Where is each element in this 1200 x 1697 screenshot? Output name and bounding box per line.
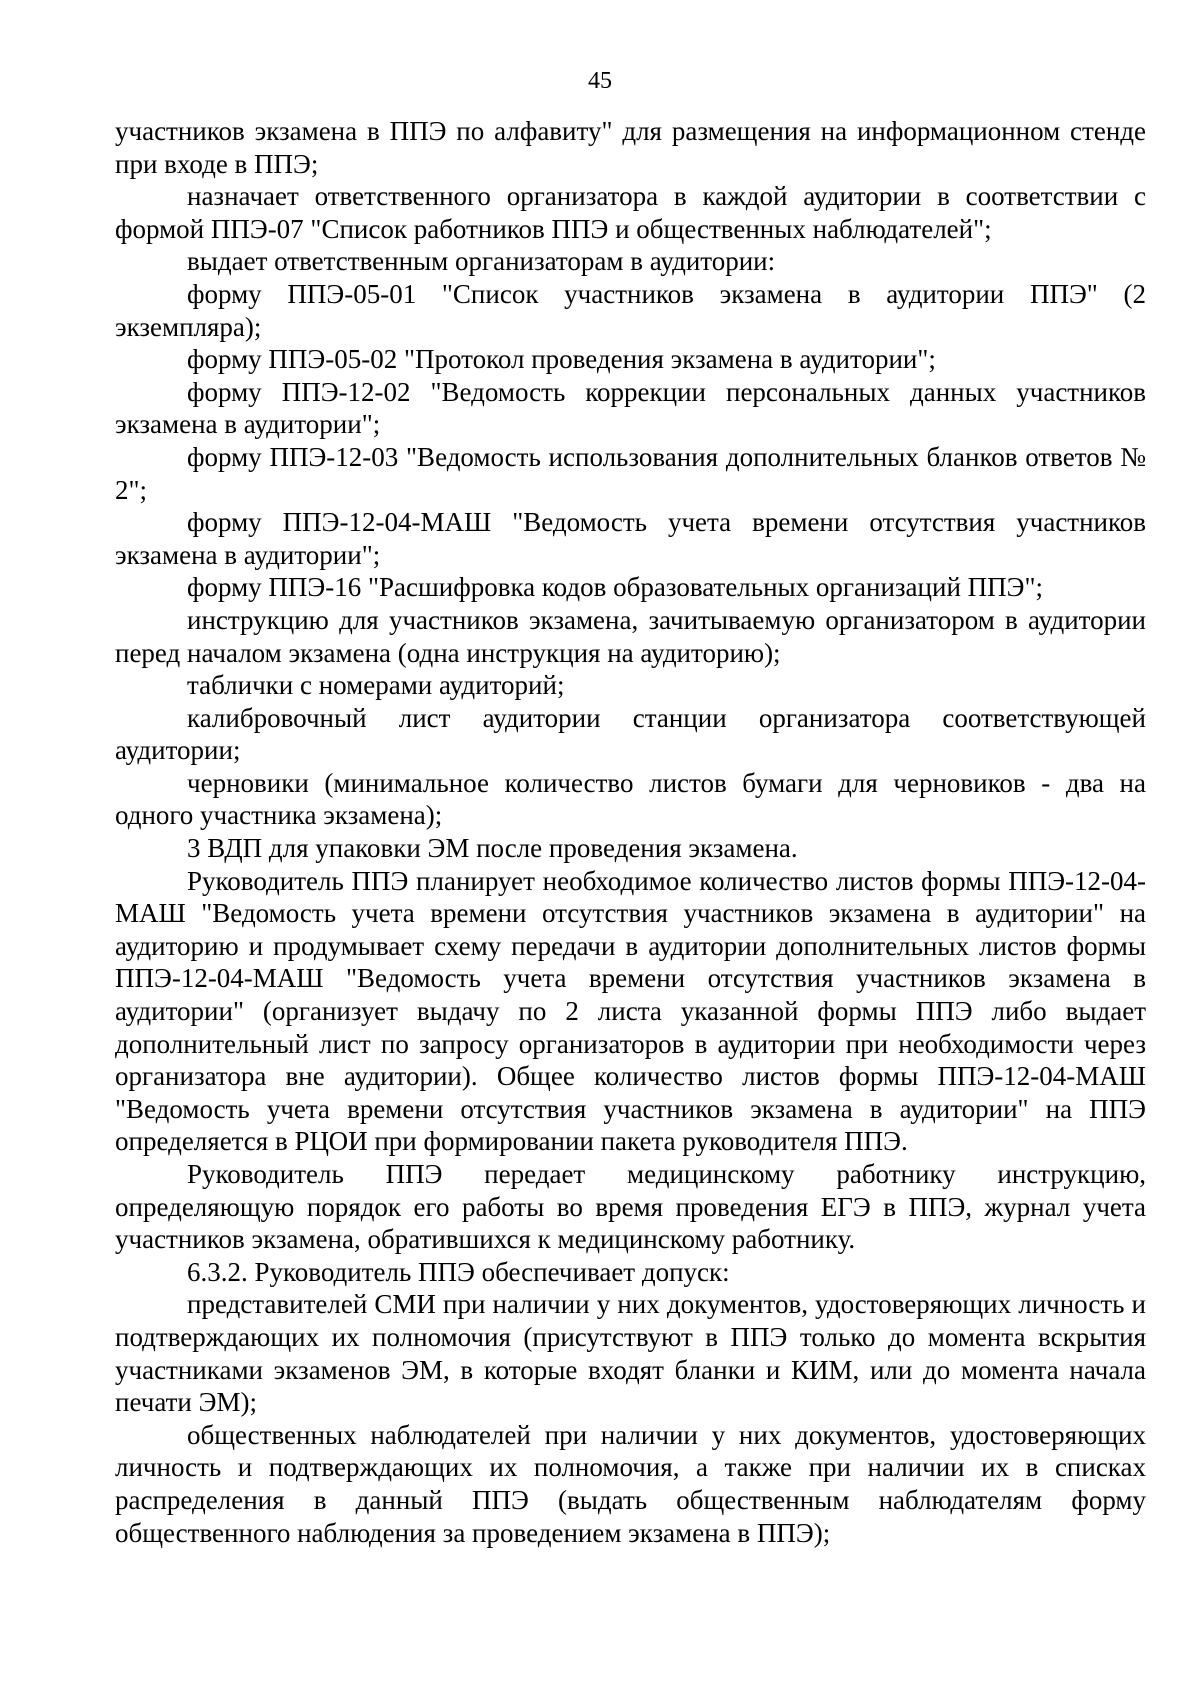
list-item-form-ppe-05-01: форму ППЭ-05-01 "Список участников экзамена в аудитории ППЭ" (2 экземпляра); bbox=[115, 278, 1146, 342]
list-item-public-observers: общественных наблюдателей при наличии у них документов, удостоверяющих личность и подтверждающих их полномочия, а также при наличии их в списках распределения в данный ППЭ (выдать общественным наблюдателям форму общественного наблюдения за проведением экзамена в ППЭ); bbox=[115, 1419, 1146, 1548]
paragraph-assign-responsible-organizer: назначает ответственного организатора в каждой аудитории в соответствии с формой ППЭ-07 "Список работников ППЭ и общественных наблюдателей"; bbox=[115, 181, 1146, 244]
paragraph-head-plans-forms: Руководитель ППЭ планирует необходимое количество листов формы ППЭ-12-04-МАШ "Ведомость учета времени отсутствия участников экзамена в аудитории" на аудиторию и продумывает схему передачи в аудитории дополнительных листов формы ППЭ-12-04-МАШ "Ведомость учета времени отсутствия участников экзамена в аудитории" (организует выдачу по 2 листа указанной формы ППЭ либо выдает дополнительный лист по запросу организаторов в аудитории при необходимости через организатора вне аудитории). Общее количество листов формы ППЭ-12-04-МАШ "Ведомость учета времени отсутствия участников экзамена в аудитории" на ППЭ определяется в РЦОИ при формировании пакета руководителя ППЭ. bbox=[115, 865, 1146, 1157]
list-item-form-ppe-05-02: форму ППЭ-05-02 "Протокол проведения экзамена в аудитории"; bbox=[187, 344, 936, 375]
list-item-form-ppe-16: форму ППЭ-16 "Расшифровка кодов образовательных организаций ППЭ"; bbox=[187, 572, 1043, 603]
list-item-media-representatives: представителей СМИ при наличии у них документов, удостоверяющих личность и подтверждающих их полномочия (присутствуют в ППЭ только до момента вскрытия участниками экзаменов ЭМ, в которые входят бланки и КИМ, или до момента начала печати ЭМ); bbox=[115, 1289, 1146, 1418]
paragraph-head-medical-worker: Руководитель ППЭ передает медицинскому работнику инструкцию, определяющую порядок его работы во время проведения ЕГЭ в ППЭ, журнал учета участников экзамена, обратившихся к медицинскому работнику. bbox=[115, 1159, 1146, 1255]
list-item-form-ppe-12-03: форму ППЭ-12-03 "Ведомость использования дополнительных бланков ответов № 2"; bbox=[115, 441, 1146, 505]
list-item-form-ppe-12-02: форму ППЭ-12-02 "Ведомость коррекции персональных данных участников экзамена в аудитории"; bbox=[115, 376, 1146, 440]
list-item-vdp: 3 ВДП для упаковки ЭМ после проведения экзамена. bbox=[187, 833, 798, 864]
list-item-drafts: черновики (минимальное количество листов бумаги для черновиков - два на одного участника экзамена); bbox=[115, 767, 1146, 831]
paragraph-continuation: участников экзамена в ППЭ по алфавиту" для размещения на информационном стенде при входе в ППЭ; bbox=[115, 116, 1146, 179]
list-item-form-ppe-12-04-mash: форму ППЭ-12-04-МАШ "Ведомость учета времени отсутствия участников экзамена в аудитории"; bbox=[115, 507, 1146, 570]
paragraph-issues-to-organizers: выдает ответственным организаторам в аудитории: bbox=[187, 246, 776, 277]
section-heading-6-3-2: 6.3.2. Руководитель ППЭ обеспечивает допуск: bbox=[187, 1256, 730, 1287]
document-body bbox=[115, 115, 1146, 1549]
page-number: 45 bbox=[588, 68, 612, 94]
list-item-calibration-sheet: калибровочный лист аудитории станции организатора соответствующей аудитории; bbox=[115, 702, 1146, 766]
list-item-instruction: инструкцию для участников экзамена, зачитываемую организатором в аудитории перед началом экзамена (одна инструкция на аудиторию); bbox=[115, 604, 1146, 668]
list-item-room-signs: таблички с номерами аудиторий; bbox=[187, 670, 565, 701]
